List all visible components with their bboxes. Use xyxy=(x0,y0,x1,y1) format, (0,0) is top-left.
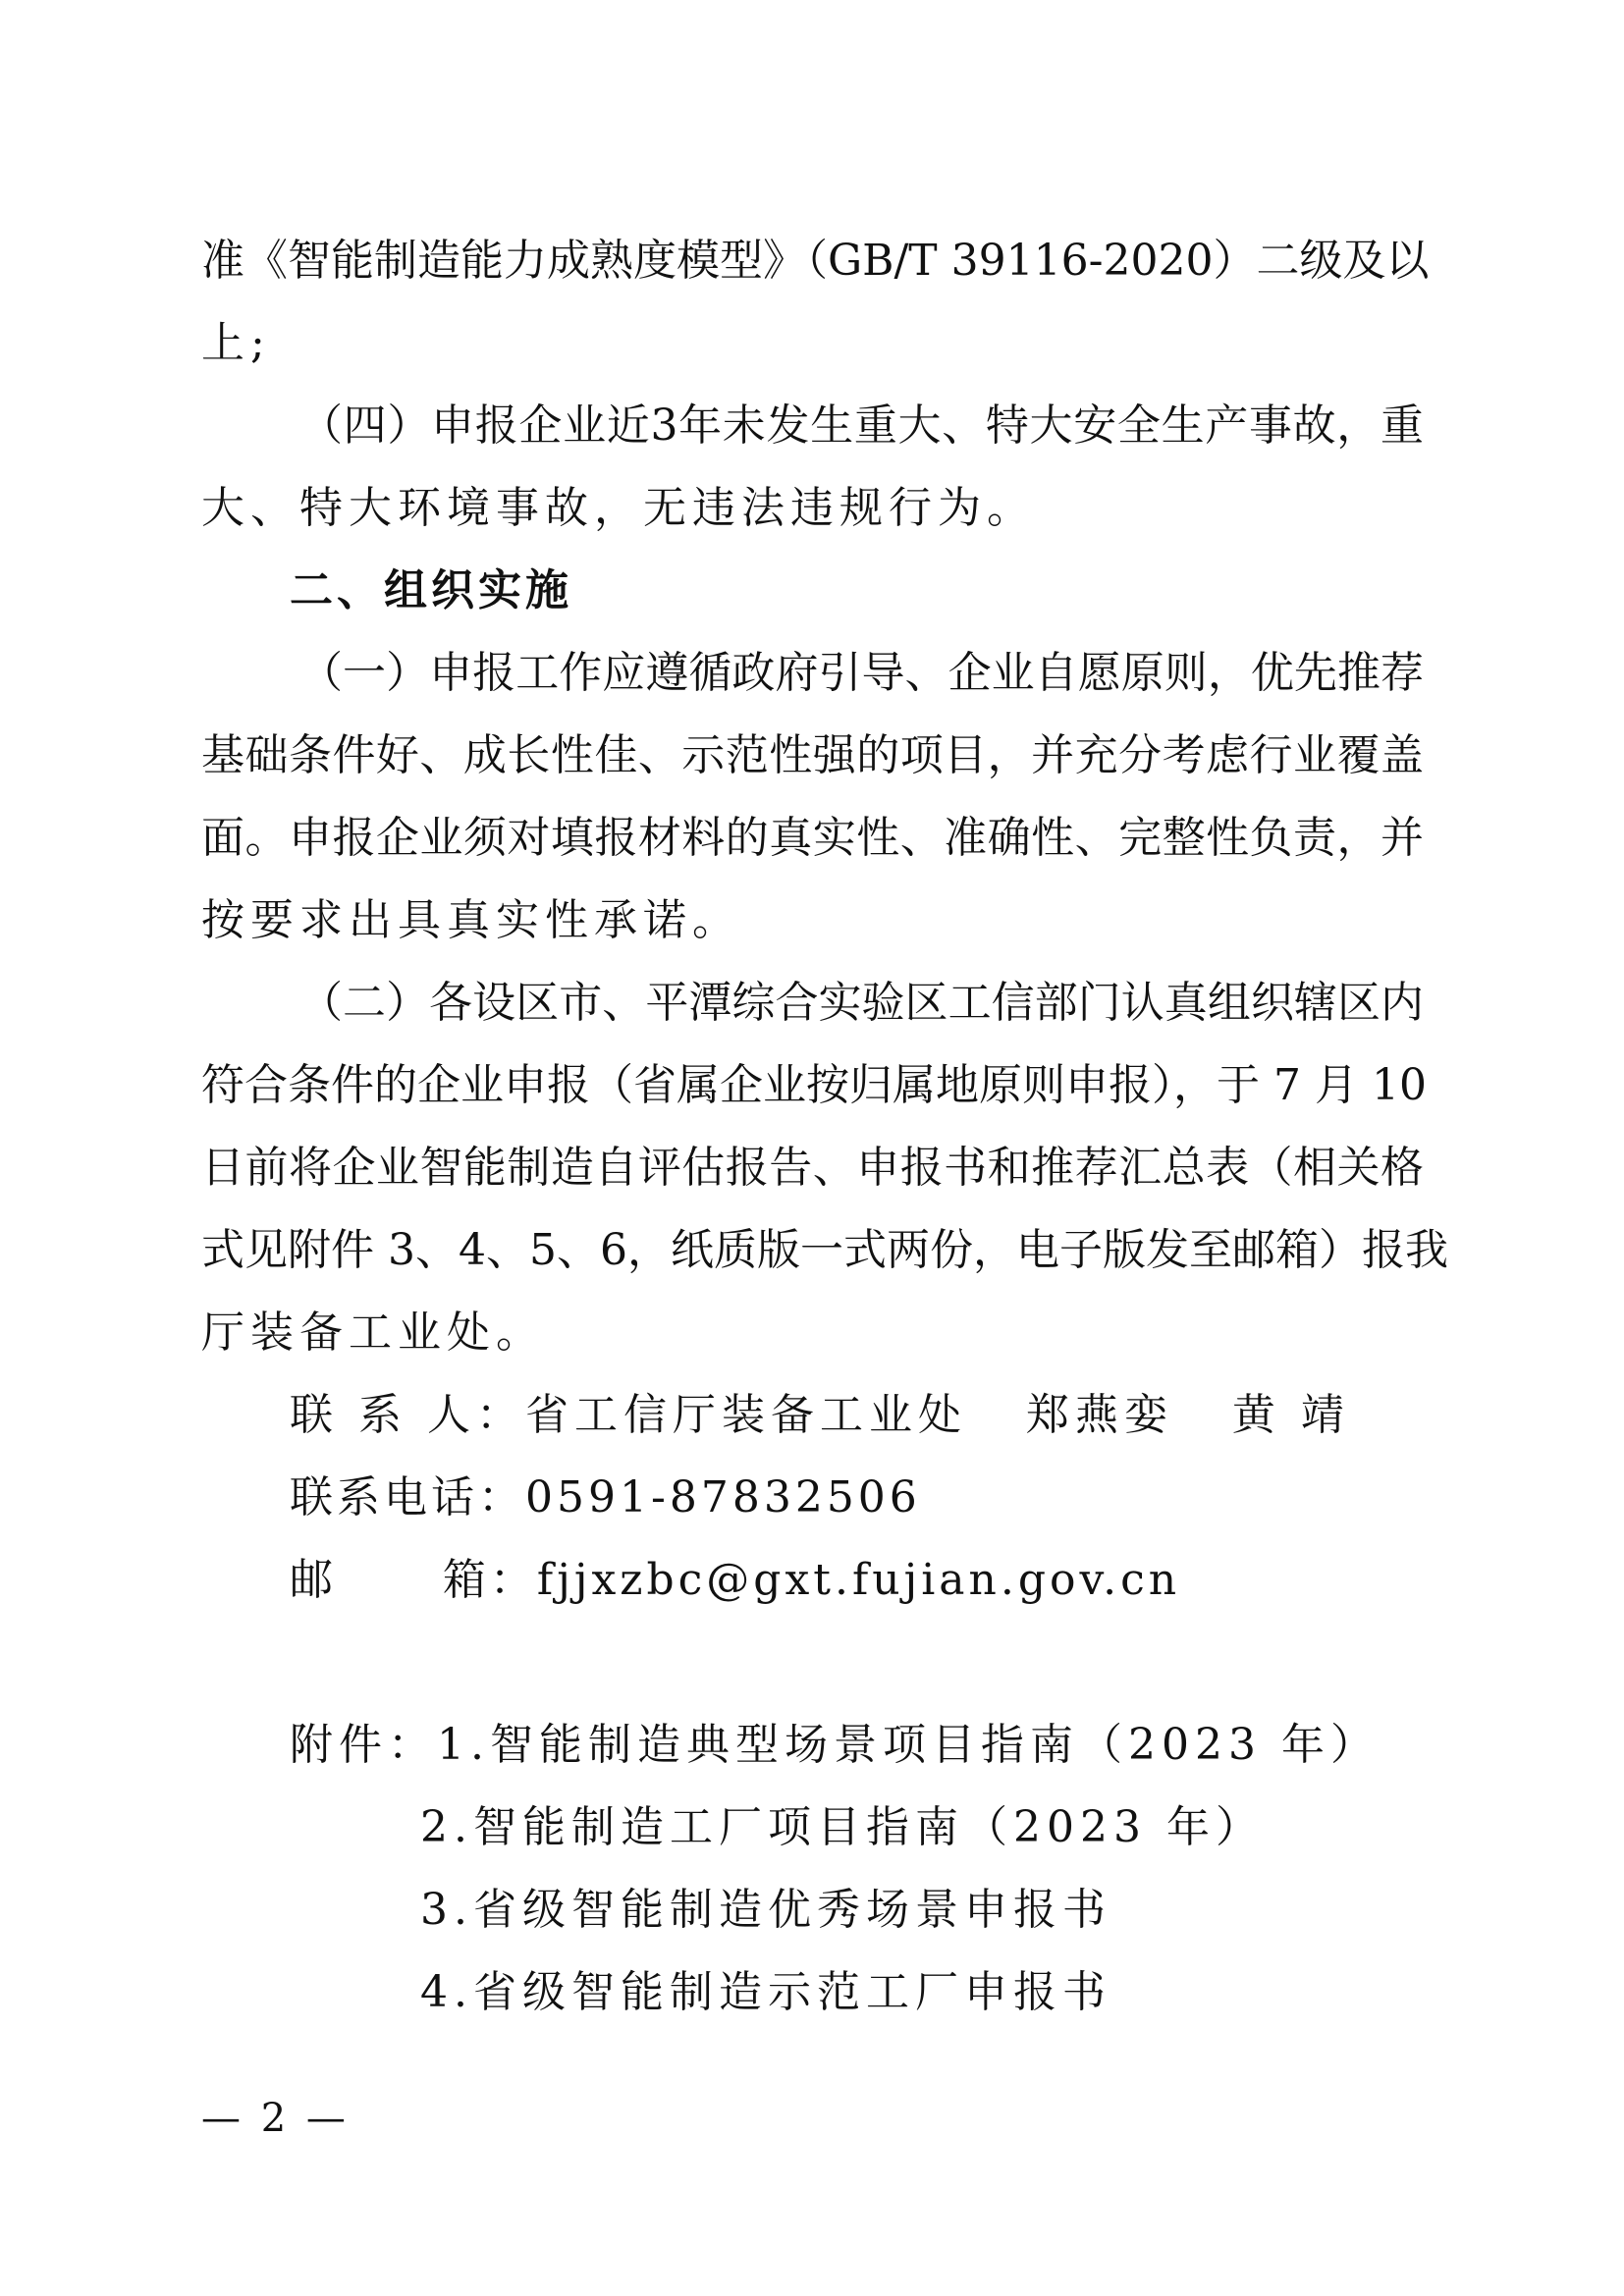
paragraph-4-line-1: （四）申报企业近3年未发生重大、特大安全生产事故，重 xyxy=(299,400,1424,451)
paragraph-2-line-4: 式见附件 3、4、5、6，纸质版一式两份，电子版发至邮箱）报我 xyxy=(201,1225,1448,1275)
paragraph-2-line-3: 日前将企业智能制造自评估报告、申报书和推荐汇总表（相关格 xyxy=(201,1143,1424,1193)
attachment-1: 附件：1.智能制造典型场景项目指南（2023 年） xyxy=(290,1720,1380,1770)
paragraph-1-line-3: 面。申报企业须对填报材料的真实性、准确性、完整性负责，并 xyxy=(201,813,1424,863)
paragraph-1-line-2: 基础条件好、成长性佳、示范性强的项目，并充分考虑行业覆盖 xyxy=(201,730,1424,780)
paragraph-4-line-2: 大、特大环境事故，无违法违规行为。 xyxy=(201,483,1036,533)
paragraph-2-line-5: 厅装备工业处。 xyxy=(201,1308,545,1358)
page-number: — 2 — xyxy=(201,2096,350,2141)
paragraph-1-line-1: （一）申报工作应遵循政府引导、企业自愿原则，优先推荐 xyxy=(299,648,1424,698)
contact-phone: 联系电话：0591-87832506 xyxy=(290,1472,921,1522)
paragraph-2-line-2: 符合条件的企业申报（省属企业按归属地原则申报），于 7 月 10 xyxy=(201,1060,1427,1110)
section-heading-organization: 二、组织实施 xyxy=(290,565,572,615)
paragraph-2-line-1: （二）各设区市、平潭综合实验区工信部门认真组织辖区内 xyxy=(299,978,1424,1028)
body-line-2: 上; xyxy=(201,318,271,368)
paragraph-1-line-4: 按要求出具真实性承诺。 xyxy=(201,895,741,945)
contact-email: 邮 箱：fjjxzbc@gxt.fujian.gov.cn xyxy=(290,1555,1181,1605)
attachment-4: 4.省级智能制造示范工厂申报书 xyxy=(420,1967,1111,2017)
attachment-3: 3.省级智能制造优秀场景申报书 xyxy=(420,1885,1111,1935)
attachment-2: 2.智能制造工厂项目指南（2023 年） xyxy=(420,1802,1265,1852)
body-line-1: 准《智能制造能力成熟度模型》（GB/T 39116-2020）二级及以 xyxy=(201,236,1430,286)
contact-person: 联 系 人：省工信厅装备工业处 郑燕娈 黄 靖 xyxy=(290,1390,1350,1440)
